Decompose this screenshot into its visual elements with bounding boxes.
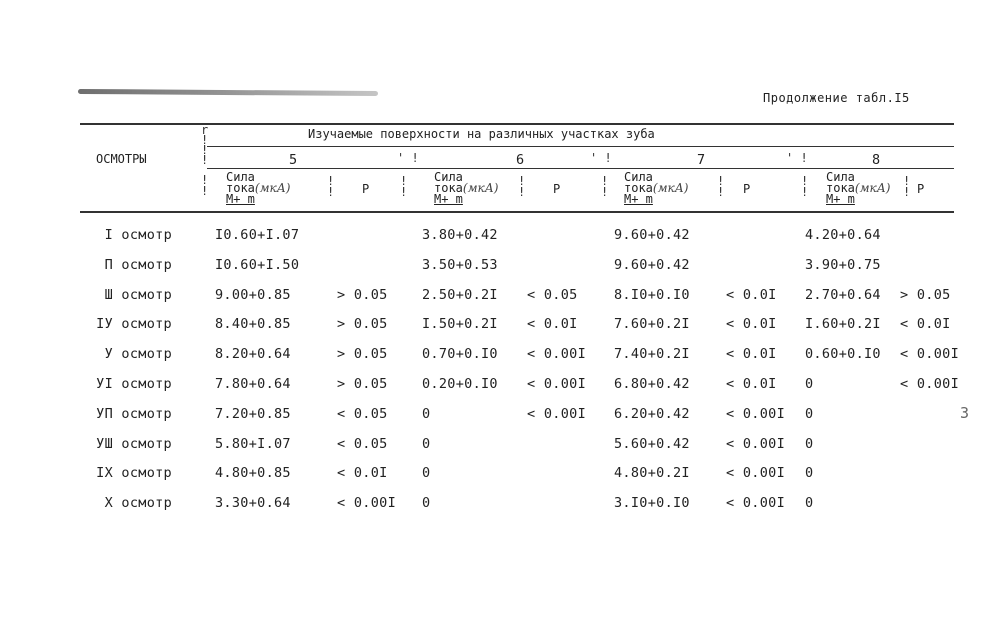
force-value-cell: 0 — [805, 495, 814, 511]
p-value-cell: < 0.05 — [337, 436, 388, 452]
p-value-cell: > 0.05 — [337, 376, 388, 392]
force-value-cell: 7.40+0.2I — [614, 346, 690, 362]
force-value-cell: 0 — [422, 436, 431, 452]
col-force-line1: Сила — [434, 170, 463, 184]
row-label: Ш осмотр — [104, 287, 172, 303]
col-force-unit: (мкА) — [854, 181, 891, 195]
force-value-cell: 0 — [805, 436, 814, 452]
p-value-cell: > 0.05 — [337, 287, 388, 303]
force-value-cell: 6.20+0.42 — [614, 406, 690, 422]
header-separator: ! ! — [801, 174, 809, 199]
force-value-cell: 6.80+0.42 — [614, 376, 690, 392]
p-value-cell: < 0.05 — [337, 406, 388, 422]
p-value-cell: < 0.00I — [337, 495, 396, 511]
force-value-cell: I0.60+I.07 — [215, 227, 300, 243]
row-header-label: ОСМОТРЫ — [96, 152, 147, 166]
p-value-cell: < 0.00I — [900, 376, 959, 392]
force-value-cell: 0 — [422, 495, 431, 511]
table-caption: Продолжение табл.I5 — [763, 91, 910, 105]
force-value-cell: 3.80+0.42 — [422, 227, 498, 243]
row-label: IУ осмотр — [96, 316, 172, 332]
col-force-line2: тока — [226, 181, 255, 195]
header-separator: ' ! — [786, 151, 808, 165]
force-value-cell: 9.60+0.42 — [614, 227, 690, 243]
force-value-cell: 7.60+0.2I — [614, 316, 690, 332]
header-separator: ! ! — [717, 174, 725, 199]
force-value-cell: 8.I0+0.I0 — [614, 287, 690, 303]
col-force-line2: тока — [624, 181, 653, 195]
p-value-cell: < 0.00I — [527, 346, 586, 362]
col-force-stat: М+ m — [826, 192, 855, 206]
force-value-cell: 5.80+I.07 — [215, 436, 291, 452]
header-separator: ! ! — [601, 174, 609, 199]
group-title: Изучаемые поверхности на различных участках зуба — [308, 127, 655, 141]
force-value-cell: 2.50+0.2I — [422, 287, 498, 303]
col-force-header — [226, 172, 290, 205]
force-value-cell: 3.50+0.53 — [422, 257, 498, 273]
force-value-cell: 0 — [805, 406, 814, 422]
p-value-cell: < 0.00I — [527, 376, 586, 392]
p-value-cell: > 0.05 — [900, 287, 951, 303]
col-force-stat: М+ m — [226, 192, 255, 206]
force-value-cell: 8.40+0.85 — [215, 316, 291, 332]
force-value-cell: 9.00+0.85 — [215, 287, 291, 303]
force-value-cell: 0.70+0.I0 — [422, 346, 498, 362]
p-value-cell: < 0.00I — [726, 406, 785, 422]
force-value-cell: I.60+0.2I — [805, 316, 881, 332]
col-force-unit: (мкА) — [462, 181, 499, 195]
force-value-cell: 8.20+0.64 — [215, 346, 291, 362]
header-bottom-rule — [80, 211, 954, 213]
col-p-header: Р — [362, 182, 370, 196]
force-value-cell: 0.60+0.I0 — [805, 346, 881, 362]
col-p-header: Р — [743, 182, 751, 196]
p-value-cell: < 0.00I — [726, 465, 785, 481]
col-force-unit: (мкА) — [254, 181, 291, 195]
surface-number: 8 — [872, 152, 881, 168]
p-value-cell: > 0.05 — [337, 316, 388, 332]
force-value-cell: 0 — [422, 465, 431, 481]
force-value-cell: 7.80+0.64 — [215, 376, 291, 392]
group-rule — [207, 146, 954, 147]
p-value-cell: < 0.00I — [527, 406, 586, 422]
col-force-unit: (мкА) — [652, 181, 689, 195]
header-separator: ' ! — [397, 151, 419, 165]
col-force-header — [826, 172, 890, 205]
surface-number: 7 — [697, 152, 706, 168]
row-label: У осмотр — [104, 346, 172, 362]
p-value-cell: < 0.00I — [900, 346, 959, 362]
row-label: I осмотр — [104, 227, 172, 243]
table-top-rule — [80, 123, 954, 125]
col-force-stat: М+ m — [434, 192, 463, 206]
header-separator: ! ! — [903, 174, 911, 199]
surface-number: 5 — [289, 152, 298, 168]
force-value-cell: 2.70+0.64 — [805, 287, 881, 303]
col-p-header: Р — [917, 182, 925, 196]
col-force-line2: тока — [434, 181, 463, 195]
force-value-cell: 3.90+0.75 — [805, 257, 881, 273]
header-separator: r ! ! ! — [201, 123, 209, 167]
force-value-cell: 0 — [422, 406, 431, 422]
p-value-cell: < 0.0I — [337, 465, 388, 481]
force-value-cell: I.50+0.2I — [422, 316, 498, 332]
force-value-cell: 5.60+0.42 — [614, 436, 690, 452]
col-force-header — [624, 172, 688, 205]
col-force-header — [434, 172, 498, 205]
p-value-cell: < 0.0I — [726, 346, 777, 362]
row-label: IХ осмотр — [96, 465, 172, 481]
row-label: УП осмотр — [96, 406, 172, 422]
header-separator: ! ! — [518, 174, 526, 199]
force-value-cell: 9.60+0.42 — [614, 257, 690, 273]
p-value-cell: < 0.0I — [726, 376, 777, 392]
force-value-cell: I0.60+I.50 — [215, 257, 300, 273]
scan-smudge — [78, 89, 378, 96]
p-value-cell: < 0.0I — [527, 316, 578, 332]
force-value-cell: 0 — [805, 465, 814, 481]
col-force-line2: тока — [826, 181, 855, 195]
header-separator: ' ! — [590, 151, 612, 165]
p-value-cell: < 0.00I — [726, 436, 785, 452]
row-label: Х осмотр — [104, 495, 172, 511]
force-value-cell: 7.20+0.85 — [215, 406, 291, 422]
p-value-cell: < 0.05 — [527, 287, 578, 303]
force-value-cell: 4.80+0.85 — [215, 465, 291, 481]
row-label: УШ осмотр — [96, 436, 172, 452]
p-value-cell: < 0.0I — [900, 316, 951, 332]
force-value-cell: 0 — [805, 376, 814, 392]
force-value-cell: 3.I0+0.I0 — [614, 495, 690, 511]
margin-mark: 3 — [960, 404, 970, 422]
row-label: УI осмотр — [96, 376, 172, 392]
header-separator: ! ! — [201, 173, 209, 198]
col-force-stat: М+ m — [624, 192, 653, 206]
force-value-cell: 0.20+0.I0 — [422, 376, 498, 392]
row-label: П осмотр — [104, 257, 172, 273]
force-value-cell: 3.30+0.64 — [215, 495, 291, 511]
force-value-cell: 4.20+0.64 — [805, 227, 881, 243]
p-value-cell: < 0.0I — [726, 287, 777, 303]
col-force-line1: Сила — [826, 170, 855, 184]
surface-number: 6 — [516, 152, 525, 168]
col-force-line1: Сила — [624, 170, 653, 184]
p-value-cell: < 0.0I — [726, 316, 777, 332]
force-value-cell: 4.80+0.2I — [614, 465, 690, 481]
p-value-cell: > 0.05 — [337, 346, 388, 362]
col-p-header: Р — [553, 182, 561, 196]
surface-rule — [207, 168, 954, 169]
p-value-cell: < 0.00I — [726, 495, 785, 511]
col-force-line1: Сила — [226, 170, 255, 184]
header-separator: ! ! — [327, 174, 335, 199]
header-separator: ! ! — [400, 174, 408, 199]
